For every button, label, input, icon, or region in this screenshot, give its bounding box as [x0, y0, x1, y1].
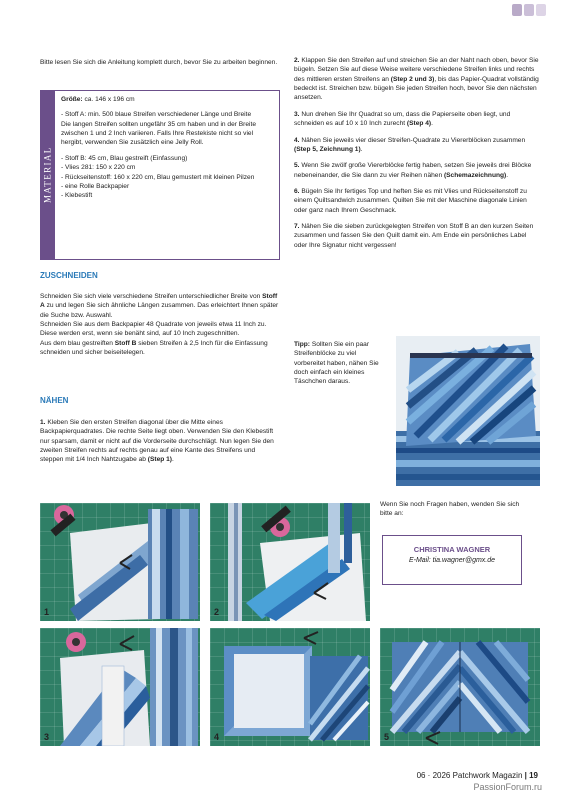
photo-number: 2 — [214, 607, 220, 618]
step-3: 3. Nun drehen Sie Ihr Quadrat so um, dass die Papierseite oben liegt, und schneiden es auf 10 x 10 Inch zurecht (Step 4). — [294, 110, 511, 128]
zuschneiden-text: Schneiden Sie sich viele verschiedene Streifen unterschiedlicher Breite von Stoff A zu und legen Sie sich ähnliche Längen zusammen. Das erleichtert Ihnen später die Suche bzw. Auswahl. Schneiden Sie aus dem Backpapier 48 Quadrate von jeweils etwa 11 Inch zu. Diese werden erst, wenn sie benäht sind, auf 10 Inch zugeschnitten. Aus dem blau gestreiften Stoff B sieben Streifen à 2,5 Inch für die Einfassung schneiden und sicher beiseitelegen. — [40, 293, 279, 357]
material-body — [61, 95, 275, 201]
step-photo-1 — [40, 503, 200, 621]
spool-icon — [524, 4, 534, 16]
watermark: PassionForum.ru — [473, 782, 542, 793]
step-photo-2 — [210, 503, 370, 621]
material-label: MATERIAL — [41, 91, 55, 259]
heading-zuschneiden: ZUSCHNEIDEN — [40, 271, 98, 280]
spool-icon — [536, 4, 546, 16]
page-number: 19 — [529, 771, 538, 780]
steps-column — [294, 56, 540, 257]
page-footer: 06 · 2026 Patchwork Magazin | 19 — [416, 771, 538, 780]
spool-icon — [512, 4, 522, 16]
step-photo-4 — [210, 628, 370, 746]
photo-number: 4 — [214, 732, 220, 743]
step-4: 4. Nähen Sie jeweils vier dieser Streifen-Quadrate zu Viererblöcken zusammen (Step 5, Zeichnung 1). — [294, 136, 526, 153]
material-list-item: - eine Rolle Backpapier — [61, 182, 130, 190]
step-5: 5. Wenn Sie zwölf große Viererblöcke fertig haben, setzen Sie jeweils drei Blöcke nebeneinander, die Sie dann zu vier Reihen nähen (Schemazeichnung). — [294, 162, 532, 179]
material-box — [40, 90, 280, 260]
material-size: Größe: ca. 146 x 196 cm — [61, 96, 135, 103]
intro-text: Bitte lesen Sie sich die Anleitung komplett durch, bevor Sie zu arbeiten beginnen. — [40, 59, 278, 66]
step-photo-5 — [380, 628, 540, 746]
step-photo-3 — [40, 628, 200, 746]
photo-number: 1 — [44, 607, 50, 618]
header-spool-icons — [512, 4, 546, 16]
step-7: 7. Nähen Sie die sieben zurückgelegten Streifen von Stoff B an den kurzen Seiten zusammen und fassen Sie den Quilt damit ein. Am Ende ein persönliches Label oder Ihre Signatur nicht vergessen! — [294, 223, 534, 249]
material-stoff-a: - Stoff A: min. 500 blaue Streifen verschiedener Länge und Breite — [61, 111, 252, 119]
contact-box — [382, 535, 522, 585]
material-list-item: - Rückseitenstoff: 160 x 220 cm, Blau gemustert mit kleinen Pilzen — [61, 173, 255, 181]
material-list-item: - Stoff B: 45 cm, Blau gestreift (Einfassung) — [61, 154, 188, 162]
material-list-item: - Klebestift — [61, 192, 93, 200]
material-list-item: - Vlies 281: 150 x 220 cm — [61, 164, 136, 172]
step-2: 2. Klappen Sie den Streifen auf und streichen Sie an der Naht nach oben, bevor Sie bügeln. Setzen Sie auf diese Weise weitere verschiedene Streifen links und rechts des mittleren ersten Streifens an (Step 2 und 3), bis das Papier-Quadrat vollständig bedeckt ist. Streichen bzw. bügeln Sie jeden Streifen hoch, bevor Sie den nächsten ansetzen. — [294, 57, 539, 102]
tipp-text: Tipp: Sollten Sie ein paar Streifenblöcke zu viel vorbereitet haben, nähen Sie doch einfach ein kleines Täschchen daraus. — [294, 341, 379, 386]
photo-number: 5 — [384, 732, 390, 743]
questions-text: Wenn Sie noch Fragen haben, wenden Sie sich bitte an: — [380, 501, 520, 518]
photo-number: 3 — [44, 732, 50, 743]
pouch-photo — [396, 336, 540, 486]
material-stoff-a-note: Die langen Streifen sollten ungefähr 35 cm haben und in der Breite zwischen 1 und 2 Inch variieren. Falls Ihre Restekiste nicht so viel hergibt, verwenden Sie zusätzlich eine Jelly Roll. — [61, 120, 257, 147]
footer-issue: 06 · 2026 Patchwork Magazin — [416, 771, 523, 780]
naehen-step-1: 1. Kleben Sie den ersten Streifen diagonal über die Mitte eines Backpapierquadrates. Die rechte Seite liegt oben. Verwenden Sie den Klebestift nur sparsam, damit er nicht auf die Vorderseite durchschlägt. Nun legen Sie den zweiten Streifen rechts auf rechts genau auf eine Kante des Streifens und steppen mit 1/4 Inch Nahtzugabe ab (Step 1). — [40, 419, 274, 464]
step-6: 6. Bügeln Sie Ihr fertiges Top und heften Sie es mit Vlies und Rückseitenstoff zu einem Quiltsandwich zusammen. Quilten Sie mit der Maschine diagonale Linien oder ganz nach Ihrem Geschmack. — [294, 187, 527, 214]
contact-name: CHRISTINA WAGNER — [413, 545, 491, 554]
contact-email: E-Mail: tia.wagner@gmx.de — [408, 556, 496, 564]
heading-naehen: NÄHEN — [40, 396, 69, 405]
